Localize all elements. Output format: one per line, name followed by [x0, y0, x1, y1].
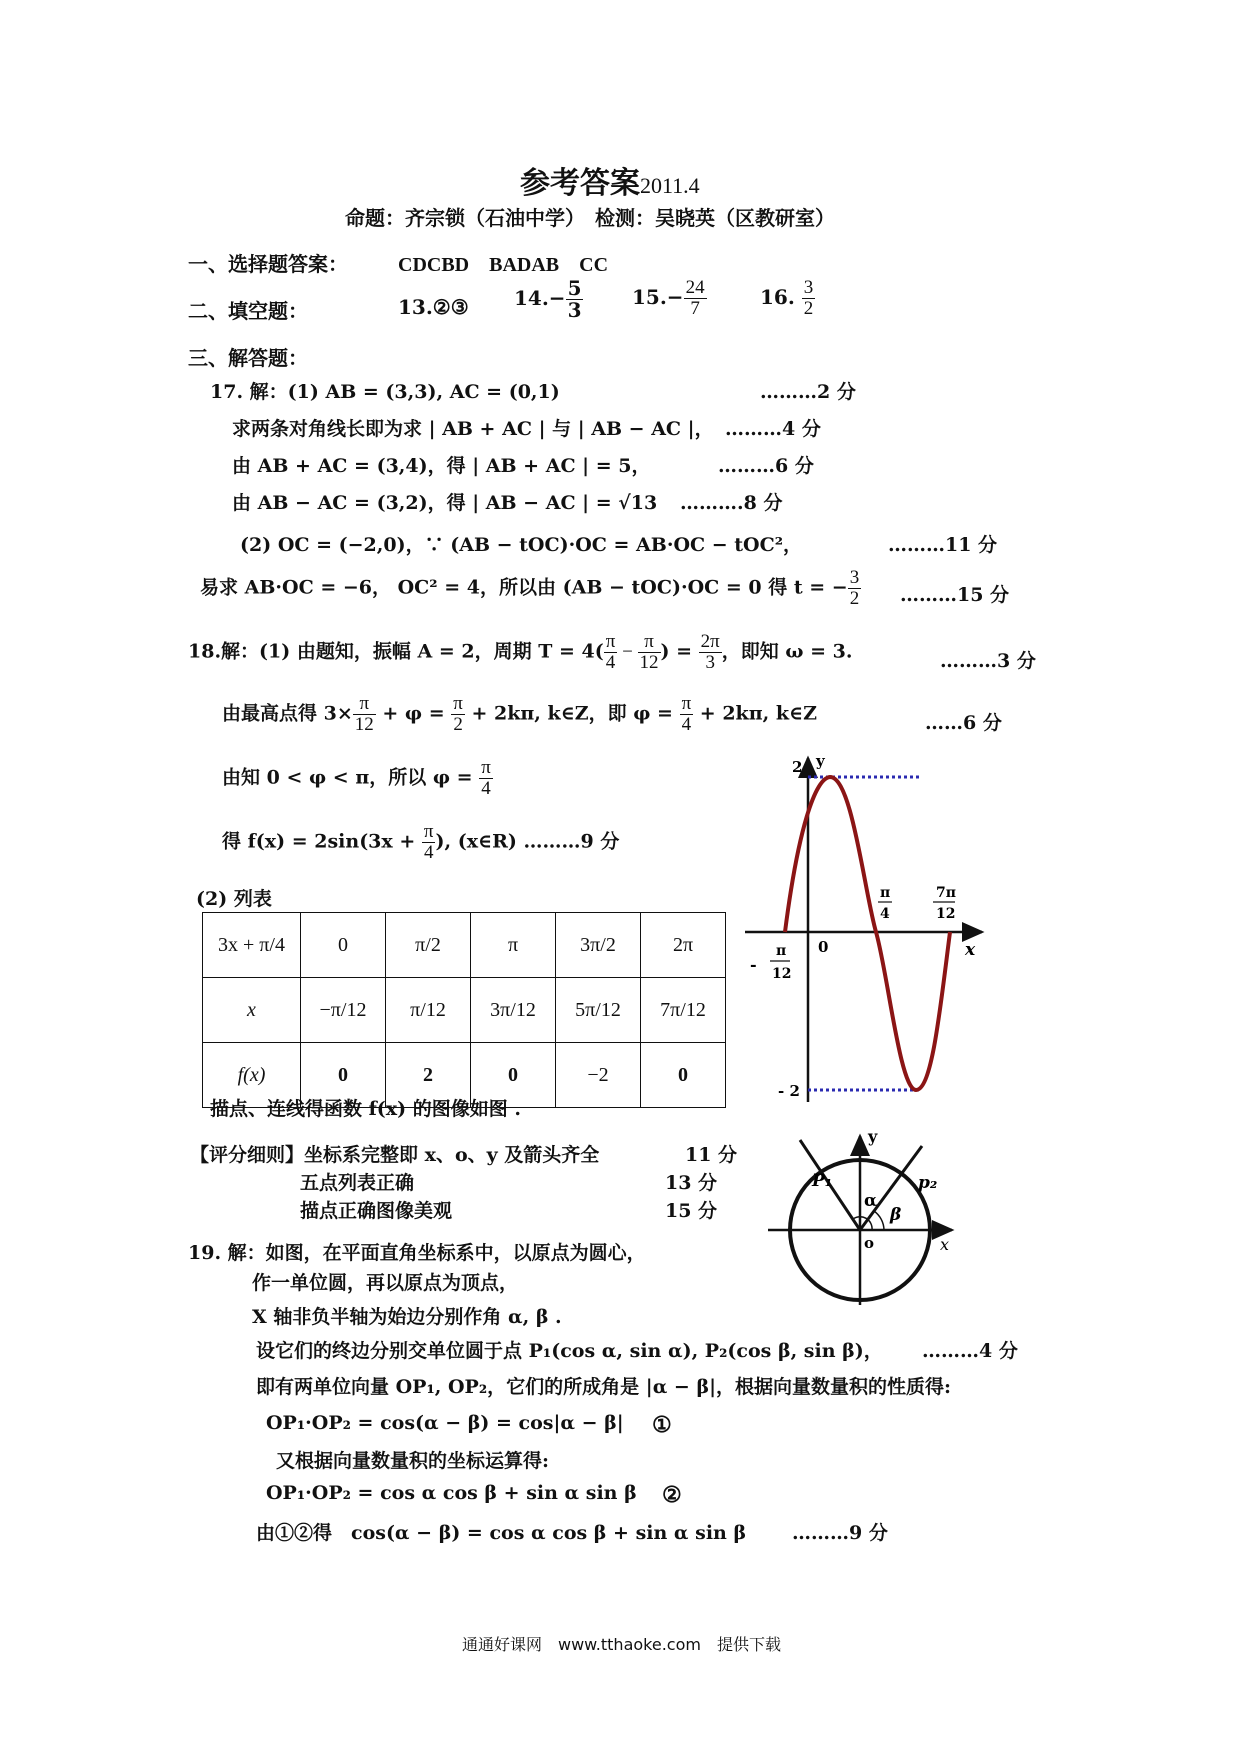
q19-line4: 设它们的终边分别交单位圆于点 P₁(cos α, sin α), P₂(cos β, sin β)，	[256, 1340, 883, 1362]
q18-line4: 得 f(x) = 2sin(3x + $\frac{\pi}{4}$ ), (x∈R) ………9 分	[222, 821, 620, 863]
q17-line4: 由 AB − AC = (3,2)，得 | AB − AC | = √13	[232, 492, 658, 514]
q18-table-label: (2) 列表	[196, 888, 272, 910]
section1-label: 一、选择题答案：	[188, 252, 348, 276]
value-table	[202, 912, 726, 1108]
label-7pi12-den: 12	[936, 906, 956, 922]
grading-score3: 15 分	[665, 1200, 718, 1222]
q17-line5: (2) OC = (−2,0)，∵ (AB − tOC)·OC = AB·OC − tOC²，	[240, 534, 803, 556]
footer: 通通好课网 www.tthaoke.com 提供下载	[462, 1635, 781, 1654]
table-cell: 2π	[641, 913, 726, 978]
q18-l1a: 18.解：(1) 由题知，振幅 A = 2，周期 T = 4(	[188, 640, 604, 663]
table-cell: −2	[556, 1043, 641, 1108]
q15-label: 15.−	[632, 284, 684, 309]
q18-line6: 描点、连线得函数 f(x) 的图像如图 .	[210, 1098, 521, 1120]
table-cell: 5π/12	[556, 978, 641, 1043]
q15-den: 7	[690, 297, 700, 319]
q19-line7: 又根据向量数量积的坐标运算得:	[276, 1450, 550, 1472]
beta-arc	[874, 1211, 884, 1230]
table-cell: f(x)	[203, 1043, 301, 1108]
table-cell: π/2	[386, 913, 471, 978]
q18-score2: ……6 分	[925, 712, 1002, 734]
sine-curve	[785, 777, 950, 1090]
q17-score2: ………4 分	[725, 418, 821, 440]
table-cell: 0	[301, 913, 386, 978]
table-cell: −π/12	[301, 978, 386, 1043]
grading-line1: 【评分细则】坐标系完整即 x、o、y 及箭头齐全	[190, 1144, 600, 1166]
grading-line3: 描点正确图像美观	[300, 1200, 453, 1222]
q14-label: 14.−	[514, 286, 566, 310]
label-neg-two: - 2	[778, 1082, 800, 1100]
page-title	[520, 158, 700, 202]
sine-graph	[740, 750, 990, 1110]
q18-l2c: + 2kπ, k∈Z，即 φ =	[464, 702, 680, 725]
credits: 命题：齐宗锁（石油中学） 检测：吴晓英（区教研室）	[345, 206, 835, 230]
table-cell: 0	[471, 1043, 556, 1108]
q14-answer	[514, 278, 583, 321]
q19-line9: 由①②得 cos(α − β) = cos α cos β + sin α sin β	[256, 1522, 747, 1544]
q16-num: 3	[803, 277, 814, 298]
q19-score4: ………4 分	[922, 1340, 1018, 1362]
grading-line2: 五点列表正确	[300, 1172, 415, 1194]
label-7pi12-num: 7π	[936, 885, 956, 901]
q15-answer	[632, 278, 707, 319]
q18-line3: 由知 0 < φ < π，所以 φ = $\frac{\pi}{4}$	[222, 757, 491, 799]
label-x: x	[965, 940, 976, 960]
q18-line1: 18.解：(1) 由题知，振幅 A = 2，周期 T = 4( $\frac{\pi}{4}$ − $\frac{\pi}{12}$ ) = $\frac{2\pi}{3}$ ，即知 ω = 3.	[188, 631, 853, 673]
q17-score4: ……….8 分	[680, 492, 783, 514]
circle-label-o: o	[864, 1234, 875, 1252]
table-row	[203, 913, 726, 978]
q19-line6: OP₁·OP₂ = cos(α − β) = cos|α − β|	[266, 1412, 624, 1434]
label-two: 2	[792, 758, 803, 776]
q17-score1: ………2 分	[760, 381, 856, 403]
grading-score2: 13 分	[665, 1172, 718, 1194]
q15-num: 24	[685, 277, 705, 298]
q19-line8: OP₁·OP₂ = cos α cos β + sin α sin β	[266, 1482, 637, 1504]
q14-num: 5	[567, 276, 582, 300]
table-cell: 3π/12	[471, 978, 556, 1043]
table-cell: π/12	[386, 978, 471, 1043]
q17-line2: 求两条对角线长即为求 | AB + AC | 与 | AB − AC |，	[232, 418, 714, 440]
label-pi4-den: 4	[880, 906, 890, 922]
circle-label-y: y	[868, 1130, 878, 1146]
q17-l6-den: 2	[849, 587, 860, 609]
table-cell: x	[203, 978, 301, 1043]
table-row	[203, 978, 726, 1043]
q17-score3: ………6 分	[718, 455, 814, 477]
q19-mark1: ①	[652, 1412, 672, 1438]
section1-answers: CDCBD BADAB CC	[398, 254, 609, 276]
q17-line6-text: 易求 AB·OC = −6， OC² = 4，所以由 (AB − tOC)·OC = 0 得 t = −	[200, 576, 848, 599]
label-npi12-den: 12	[772, 966, 792, 982]
label-origin: 0	[818, 938, 829, 956]
label-beta: β	[890, 1205, 902, 1225]
table-cell: 0	[641, 1043, 726, 1108]
q17-line6	[200, 568, 861, 609]
section2-label: 二、填空题：	[188, 299, 308, 323]
q16-den: 2	[803, 297, 814, 319]
table-cell: π	[471, 913, 556, 978]
table-cell: 7π/12	[641, 978, 726, 1043]
q18-l2b: + φ =	[375, 702, 452, 725]
q19-line1: 19. 解：如图，在平面直角坐标系中，以原点为圆心，	[188, 1242, 646, 1264]
q17-score6: ………15 分	[900, 584, 1010, 606]
table-cell: 3π/2	[556, 913, 641, 978]
grading-score1: 11 分	[685, 1144, 738, 1166]
q17-line3: 由 AB + AC = (3,4)，得 | AB + AC | = 5，	[232, 455, 651, 477]
label-p1: P₁	[812, 1171, 833, 1191]
q17-line1: 17. 解：(1) AB = (3,3), AC = (0,1)	[210, 381, 560, 403]
q18-score1: ………3 分	[940, 650, 1036, 672]
title-text: 参考答案	[520, 166, 640, 201]
q18-l3a: 由知 0 < φ < π，所以 φ =	[222, 766, 480, 789]
table-cell: 0	[301, 1043, 386, 1108]
q19-line3: X 轴非负半轴为始边分别作角 α, β .	[252, 1306, 562, 1328]
q18-l2d: + 2kπ, k∈Z	[693, 702, 817, 725]
q19-score9: ………9 分	[792, 1522, 888, 1544]
unit-circle-graph	[760, 1130, 960, 1310]
q18-l1b: ) =	[660, 640, 699, 663]
q14-den: 3	[567, 298, 582, 322]
q18-l4a: 得 f(x) = 2sin(3x +	[222, 830, 422, 853]
q17-score5: ………11 分	[888, 534, 998, 556]
table-cell: 3x + π/4	[203, 913, 301, 978]
q18-l4b: ), (x∈R) ………9 分	[435, 830, 620, 853]
label-alpha: α	[864, 1191, 878, 1211]
q19-line5: 即有两单位向量 OP₁, OP₂，它们的所成角是 |α − β|，根据向量数量积的性质得:	[256, 1376, 952, 1398]
q19-line2: 作一单位圆，再以原点为顶点，	[252, 1272, 519, 1294]
q18-l2a: 由最高点得 3×	[222, 702, 353, 725]
q16-answer	[760, 278, 815, 319]
title-date: 2011.4	[640, 173, 700, 198]
q18-l1c: ，即知 ω = 3.	[721, 640, 853, 663]
q19-mark2: ②	[662, 1482, 682, 1508]
table-cell: 2	[386, 1043, 471, 1108]
q17-l6-num: 3	[849, 567, 860, 588]
q13-answer: 13.②③	[398, 295, 469, 319]
label-p2: p₂	[918, 1173, 938, 1193]
q16-label: 16.	[760, 284, 795, 309]
section3-label: 三、解答题：	[188, 346, 308, 370]
label-neg-sign: -	[750, 955, 757, 974]
label-y: y	[816, 752, 825, 770]
circle-label-x: x	[940, 1235, 950, 1254]
q18-line2: 由最高点得 3× $\frac{\pi}{12}$ + φ = $\frac{\pi}{2}$ + 2kπ, k∈Z，即 φ = $\frac{\pi}{4}$ + 2kπ, k∈Z	[222, 693, 817, 735]
label-npi12-num: π	[776, 943, 787, 959]
label-pi4-num: π	[880, 885, 891, 901]
